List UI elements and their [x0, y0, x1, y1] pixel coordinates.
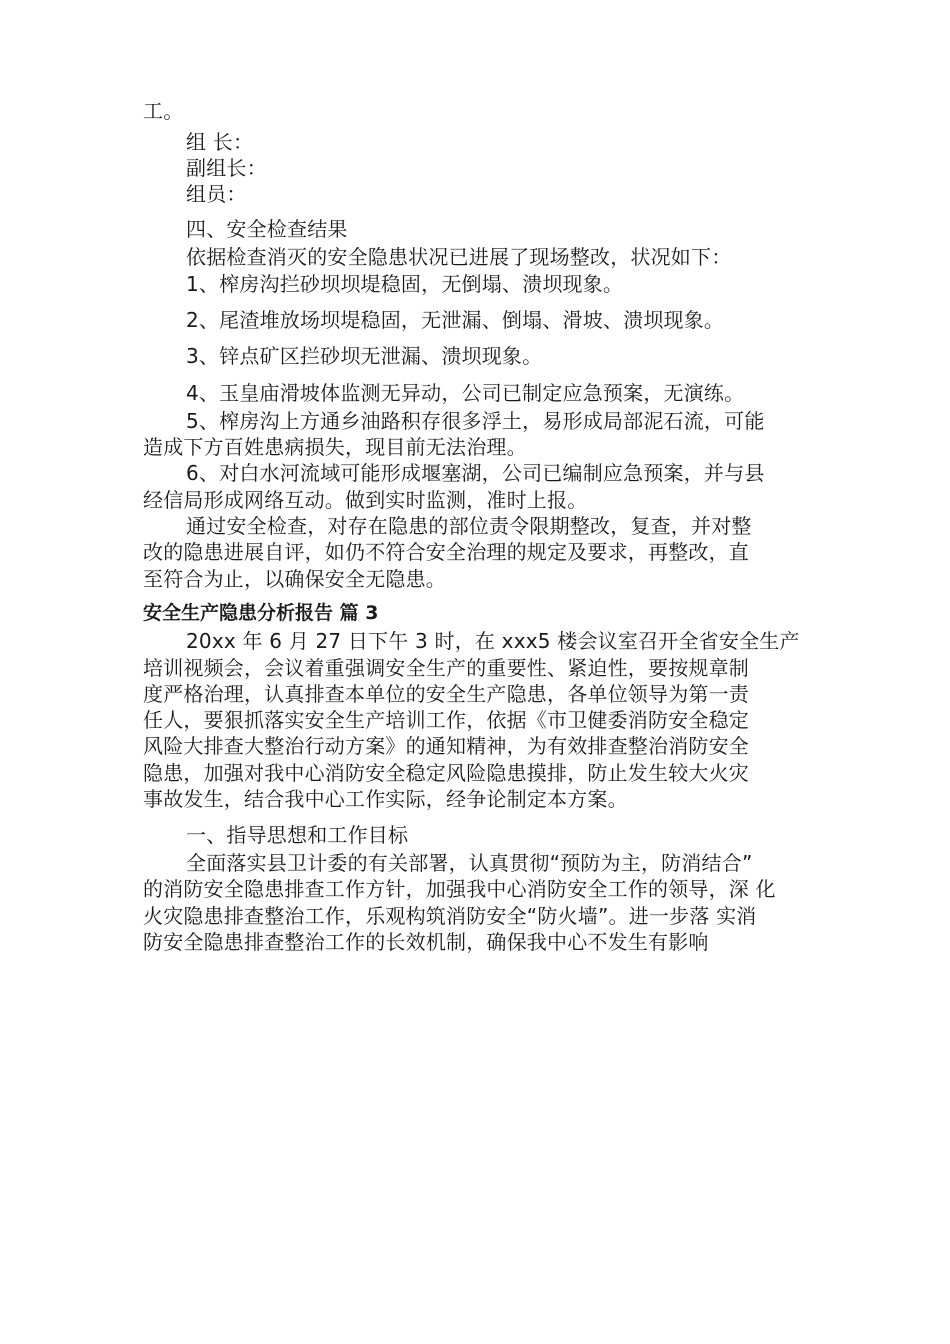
paragraph-line: 20xx 年 6 月 27 日下午 3 时，在 xxx5 楼会议室召开全省安全生产: [186, 629, 800, 653]
text-line: 造成下方百姓患病损失，现目前无法治理。: [143, 435, 527, 459]
list-item: 3、锌点矿区拦砂坝无泄漏、溃坝现象。: [186, 344, 543, 368]
list-item: 5、榨房沟上方通乡油路积存很多浮土，易形成局部泥石流，可能: [186, 409, 765, 433]
paragraph-line: 改的隐患进展自评，如仍不符合安全治理的规定及要求，再整改，直: [143, 540, 749, 564]
paragraph-line: 火灾隐患排查整治工作，乐观构筑消防安全“防火墙”。进一步落 实消: [143, 904, 757, 928]
paragraph-line: 防安全隐患排查整治工作的长效机制，确保我中心不发生有影响: [143, 930, 709, 954]
paragraph-line: 培训视频会，会议着重强调安全生产的重要性、紧迫性，要按规章制: [143, 656, 749, 680]
text-line: 依据检查消灭的安全隐患状况已进展了现场整改，状况如下：: [186, 245, 732, 269]
list-item: 4、玉皇庙滑坡体监测无异动，公司已制定应急预案，无演练。: [186, 381, 745, 405]
list-item: 6、对白水河流域可能形成堰塞湖，公司已编制应急预案，并与县: [186, 461, 765, 485]
text-line: 工。: [143, 99, 184, 123]
list-item: 2、尾渣堆放场坝堤稳固，无泄漏、倒塌、滑坡、溃坝现象。: [186, 308, 725, 332]
list-item: 1、榨房沟拦砂坝坝堤稳固，无倒塌、溃坝现象。: [186, 272, 624, 296]
section-heading: 四、安全检查结果: [186, 217, 348, 241]
text-line: 组 长：: [186, 130, 254, 154]
paragraph-line: 通过安全检查，对存在隐患的部位责令限期整改，复查，并对整: [186, 514, 752, 538]
paragraph-line: 事故发生，结合我中心工作实际，经争论制定本方案。: [143, 787, 628, 811]
paragraph-line: 任人，要狠抓落实安全生产培训工作，依据《市卫健委消防安全稳定: [143, 708, 749, 732]
section-heading: 一、指导思想和工作目标: [186, 823, 409, 847]
paragraph-line: 全面落实县卫计委的有关部署，认真贯彻“预防为主，防消结合”: [186, 851, 753, 875]
paragraph-line: 隐患，加强对我中心消防安全稳定风险隐患摸排，防止发生较大火灾: [143, 761, 749, 785]
paragraph-line: 风险大排查大整治行动方案》的通知精神，为有效排查整治消防安全: [143, 734, 749, 758]
article-heading: 安全生产隐患分析报告 篇 3: [143, 602, 379, 624]
text-line: 经信局形成网络互动。做到实时监测，准时上报。: [143, 488, 588, 512]
paragraph-line: 度严格治理，认真排查本单位的安全生产隐患，各单位领导为第一责: [143, 682, 749, 706]
text-line: 组员：: [186, 182, 247, 206]
text-line: 副组长：: [186, 156, 267, 180]
paragraph-line: 的消防安全隐患排查工作方针，加强我中心消防安全工作的领导，深 化: [143, 877, 776, 901]
paragraph-line: 至符合为止，以确保安全无隐患。: [143, 567, 446, 591]
